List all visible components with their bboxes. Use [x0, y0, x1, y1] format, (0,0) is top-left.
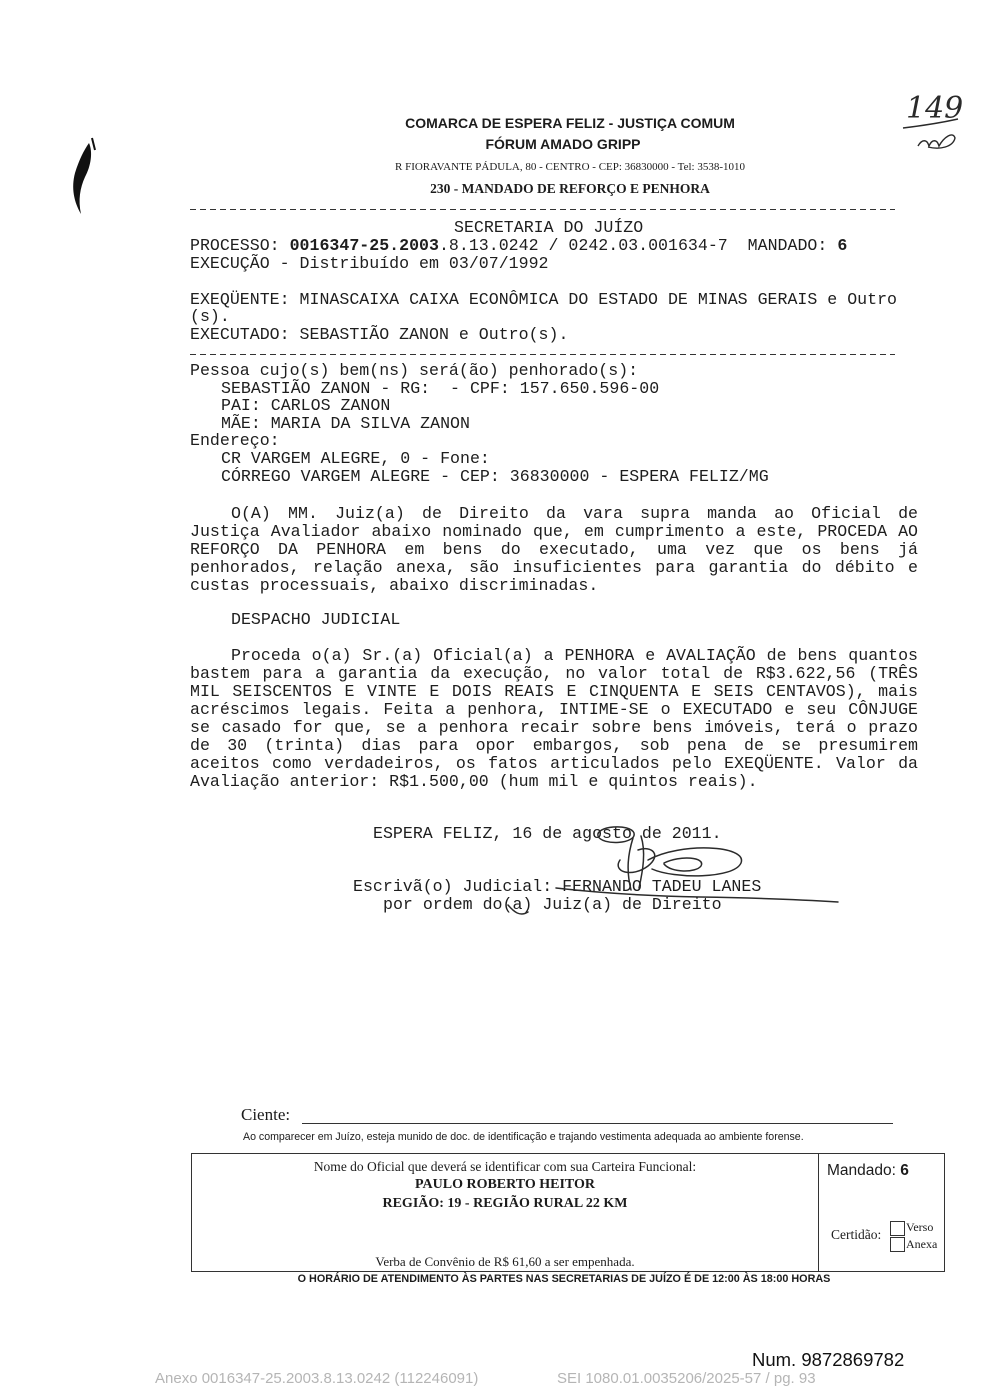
- order-paragraph-line: REFORÇO DA PENHORA em bens do executado, uma vez que os bens já: [190, 540, 918, 559]
- despacho-paragraph-line: bastem para a garantia da execução, no valor total de R$3.622,56 (TRÊS: [190, 664, 918, 683]
- footer-sei-reference: SEI 1080.01.0035206/2025-57 / pg. 93: [557, 1370, 816, 1387]
- order-paragraph-line: O(A) MM. Juiz(a) de Direito da vara supra manda ao Oficial de: [231, 504, 918, 523]
- secretaria-heading: SECRETARIA DO JUÍZO: [454, 218, 644, 237]
- document-type: 230 - MANDADO DE REFORÇO E PENHORA: [430, 181, 710, 196]
- forum-name: FÓRUM AMADO GRIPP: [485, 136, 641, 152]
- exequente-line-continued: (s).: [190, 307, 230, 326]
- anexa-checkbox: [890, 1237, 905, 1252]
- certidao-label: Certidão:: [831, 1227, 882, 1242]
- despacho-paragraph-line: aceitos como verdadeiros, os fatos articulados pelo EXEQÜENTE. Valor da: [190, 754, 918, 773]
- despacho-paragraph-line: se casado for que, se a penhora recair sobre bens imóveis, terá o prazo: [190, 718, 918, 737]
- processo-label: PROCESSO:: [190, 236, 280, 255]
- clerk-line: Escrivã(o) Judicial: FERNANDO TADEU LANES: [353, 877, 762, 896]
- despacho-heading: DESPACHO JUDICIAL: [231, 610, 401, 629]
- verso-label: Verso: [906, 1220, 934, 1234]
- court-address: R FIORAVANTE PÁDULA, 80 - CENTRO - CEP: 36830000 - Tel: 3538-1010: [394, 161, 746, 173]
- person-heading: Pessoa cujo(s) bem(ns) será(ão) penhorado(s):: [190, 361, 639, 380]
- separator-line: [190, 354, 895, 355]
- separator-line: [190, 209, 895, 210]
- despacho-paragraph-line: Avaliação anterior: R$1.500,00 (hum mil e quintos reais).: [190, 772, 758, 791]
- punch-hole-tick: [92, 138, 95, 150]
- mandado-number: 6: [837, 236, 848, 255]
- anexa-label: Anexa: [906, 1237, 938, 1251]
- handwritten-initials: [918, 135, 955, 148]
- punch-hole-mark: [73, 143, 91, 214]
- exequente-line: EXEQÜENTE: MINASCAIXA CAIXA ECONÔMICA DO ESTADO DE MINAS GERAIS e Outro: [190, 290, 898, 309]
- court-name: COMARCA DE ESPERA FELIZ - JUSTIÇA COMUM: [405, 115, 735, 131]
- person-mother: MÃE: MARIA DA SILVA ZANON: [221, 414, 470, 433]
- officer-instruction: Nome do Oficial que deverá se identificar com sua Carteira Funcional:: [313, 1159, 697, 1174]
- despacho-paragraph-line: acréscimos legais. Feita a penhora, INTIME-SE o EXECUTADO e seu CÔNJUGE: [190, 700, 918, 719]
- office-hours-notice: O HORÁRIO DE ATENDIMENTO ÀS PARTES NAS SECRETARIAS DE JUÍZO É DE 12:00 ÀS 18:00 HORAS: [297, 1273, 831, 1285]
- ciente-label: Ciente:: [241, 1105, 291, 1124]
- box-divider: [818, 1154, 819, 1271]
- address-line-2: CÓRREGO VARGEM ALEGRE - CEP: 36830000 - ESPERA FELIZ/MG: [221, 467, 769, 486]
- address-line-1: CR VARGEM ALEGRE, 0 - Fone:: [221, 449, 490, 468]
- verso-checkbox: [890, 1221, 905, 1236]
- processo-line: [190, 237, 847, 255]
- execucao-line: EXECUÇÃO - Distribuído em 03/07/1992: [190, 254, 549, 273]
- mandado-box-number: 6: [900, 1162, 909, 1179]
- handwritten-page-number: 149: [906, 91, 964, 126]
- officer-region: REGIÃO: 19 - REGIÃO RURAL 22 KM: [382, 1196, 628, 1211]
- ciente-signature-line: [302, 1123, 893, 1124]
- processo-number-rest: .8.13.0242 / 0242.03.001634-7: [438, 236, 728, 255]
- mandado-indicator: [827, 1162, 909, 1180]
- person-father: PAI: CARLOS ZANON: [221, 396, 391, 415]
- mandado-label: MANDADO:: [747, 236, 828, 255]
- order-paragraph-line: Justiça Avaliador abaixo nominado que, em cumprimento a este, PROCEDA AO: [190, 522, 918, 541]
- processo-number-bold: 0016347-25.2003: [289, 236, 439, 255]
- executado-line: EXECUTADO: SEBASTIÃO ZANON e Outro(s).: [190, 325, 569, 344]
- footer-annex: Anexo 0016347-25.2003.8.13.0242 (112246091): [155, 1370, 479, 1387]
- fee-note: Verba de Convênio de R$ 61,60 a ser empenhada.: [375, 1254, 635, 1269]
- despacho-paragraph-line: Proceda o(a) Sr.(a) Oficial(a) a PENHORA e AVALIAÇÃO de bens quantos: [231, 646, 918, 665]
- attire-notice: Ao comparecer em Juízo, esteja munido de doc. de identificação e trajando vestimenta adequada ao ambiente forense.: [243, 1131, 804, 1143]
- document-number: Num. 9872869782: [752, 1349, 905, 1370]
- order-paragraph-line: custas processuais, abaixo discriminadas.: [190, 576, 599, 595]
- officer-box: [191, 1153, 945, 1272]
- mandado-box-label: Mandado:: [827, 1162, 896, 1179]
- judge-order-line: por ordem do(a) Juiz(a) de Direito: [383, 895, 722, 914]
- order-paragraph-line: penhorados, relação anexa, são insuficientes para garantia do débito e: [190, 558, 918, 577]
- despacho-paragraph-line: MIL SEISCENTOS E VINTE E DOIS REAIS E CINQUENTA E SEIS CENTAVOS), mais: [190, 682, 918, 701]
- date-line: ESPERA FELIZ, 16 de agosto de 2011.: [373, 824, 722, 843]
- officer-name: PAULO ROBERTO HEITOR: [415, 1177, 595, 1192]
- address-label: Endereço:: [190, 431, 280, 450]
- person-name-line: SEBASTIÃO ZANON - RG: - CPF: 157.650.596-00: [221, 379, 660, 398]
- despacho-paragraph-line: de 30 (trinta) dias para opor embargos, sob pena de se presumirem: [190, 736, 918, 755]
